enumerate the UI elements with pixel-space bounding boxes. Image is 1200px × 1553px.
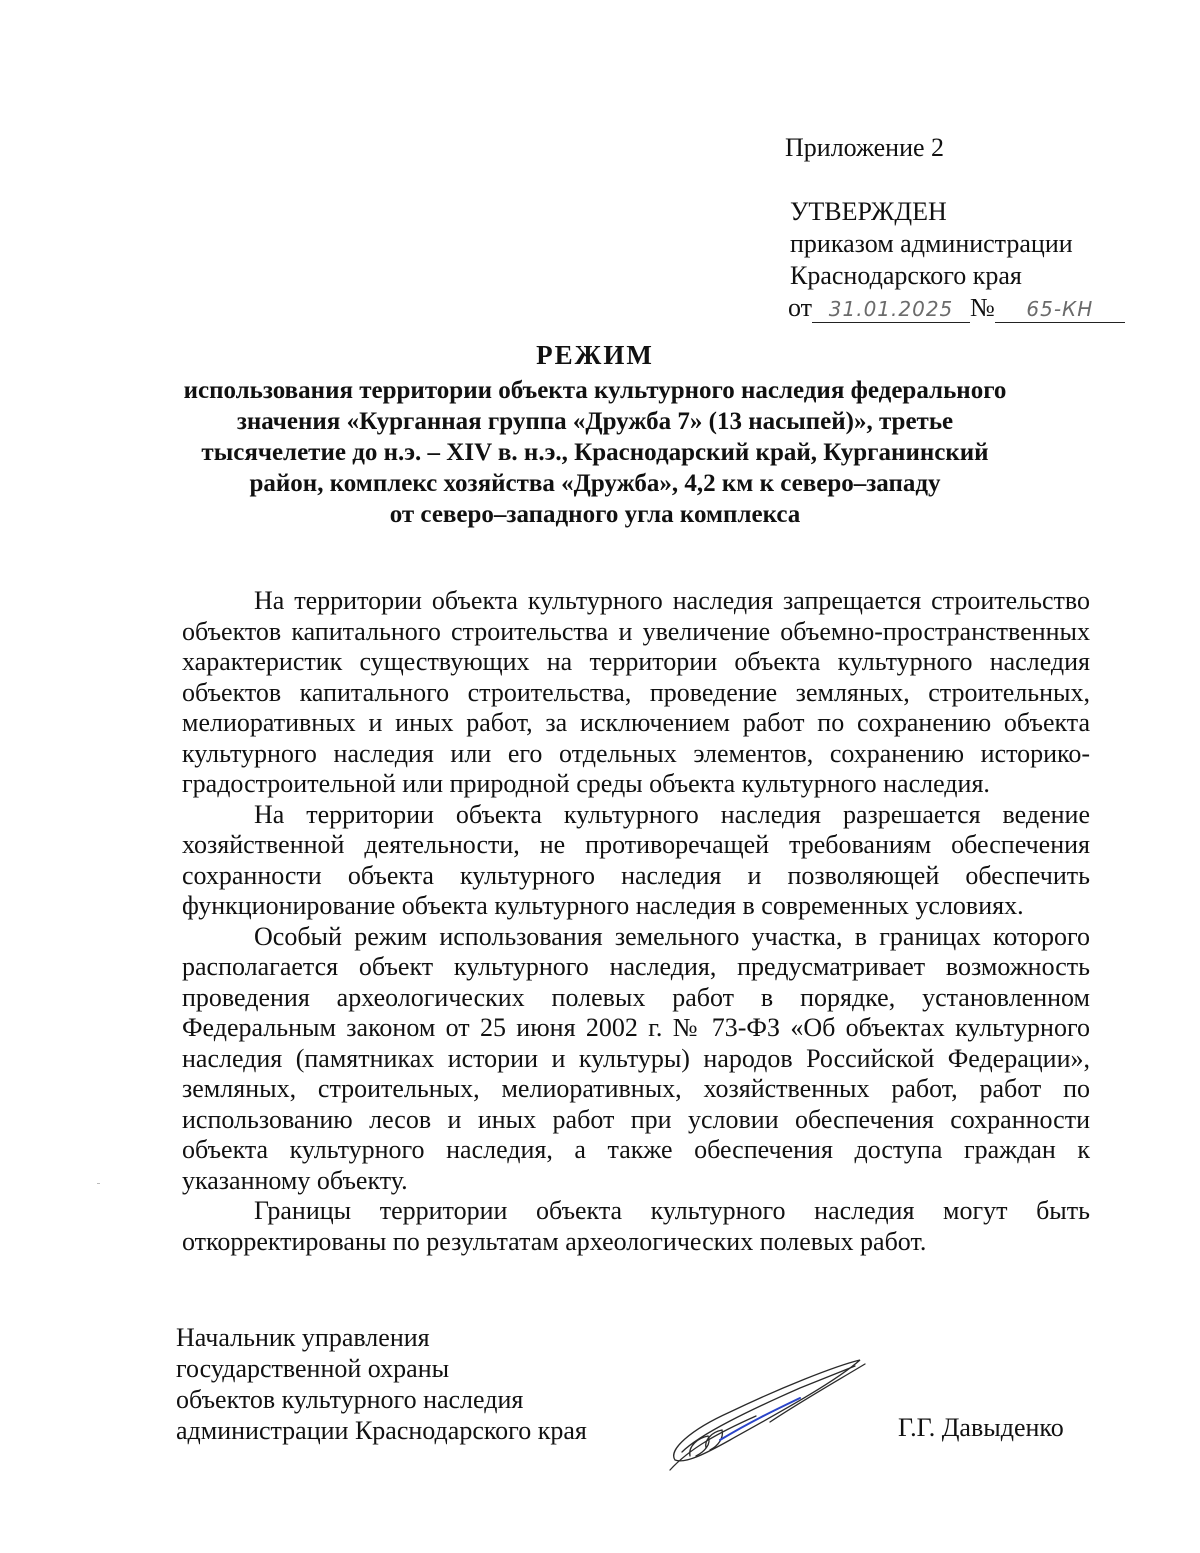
approval-line-1: приказом администрации (790, 229, 1073, 258)
position-line: Начальник управления (176, 1323, 430, 1352)
subtitle-line: от северо–западного угла комплекса (389, 501, 801, 528)
position-line: администрации Краснодарского края (176, 1416, 587, 1445)
document-subtitle (150, 375, 1040, 530)
handwritten-signature (660, 1352, 870, 1477)
subtitle-line: использования территории объекта культурного наследия федерального (183, 377, 1007, 404)
approval-line-2: Краснодарского края (790, 261, 1022, 290)
appendix-label: Приложение 2 (785, 133, 945, 162)
number-prefix: № (970, 293, 995, 322)
title-block (150, 340, 1040, 530)
document-title: РЕЖИМ (536, 340, 654, 370)
paragraph-boundaries: Границы территории объекта культурного наследия могут быть откорректированы по результатам археологических полевых работ. (182, 1196, 1090, 1256)
approval-date-line (788, 292, 1125, 324)
scan-speck (97, 1183, 100, 1184)
handwritten-number: 65-КН (995, 296, 1125, 323)
date-prefix: от (788, 293, 813, 322)
signatory-position (176, 1322, 587, 1446)
signatory-name: Г.Г. Давыденко (898, 1413, 1064, 1442)
approval-status: УТВЕРЖДЕН (790, 197, 947, 226)
handwritten-date: 31.01.2025 (812, 296, 970, 323)
subtitle-line: тысячелетие до н.э. – XIV в. н.э., Краснодарский край, Курганинский (201, 439, 989, 466)
document-body (182, 586, 1090, 1257)
paragraph-permitted-activity: На территории объекта культурного наследия разрешается ведение хозяйственной деятельности, не противоречащей требованиям обеспечения сохранности объекта культурного наследия и позволяющей обеспечить функционирование объекта культурного наследия в современных условиях. (182, 799, 1090, 920)
approval-block (790, 196, 1125, 324)
subtitle-line: район, комплекс хозяйства «Дружба», 4,2 км к северо–западу (249, 470, 941, 497)
position-line: государственной охраны (176, 1354, 450, 1383)
paragraph-prohibitions: На территории объекта культурного наследия запрещается строительство объектов капитального строительства и увеличение объемно-пространственных характеристик существующих на территории объекта культурного наследия объектов капитального строительства, проведение земляных, строительных, мелиоративных и иных работ, за исключением работ по сохранению объекта культурного наследия или его отдельных элементов, сохранению историко-градостроительной или природной среды объекта культурного наследия. (182, 586, 1090, 798)
subtitle-line: значения «Курганная группа «Дружба 7» (13 насыпей)», третье (236, 408, 954, 435)
paragraph-special-regime: Особый режим использования земельного участка, в границах которого располагается объект культурного наследия, предусматривает возможность проведения археологических полевых работ в порядке, установленном Федеральным законом от 25 июня 2002 г. № 73-ФЗ «Об объектах культурного наследия (памятниках истории и культуры) народов Российской Федерации», земляных, строительных, мелиоративных, хозяйственных работ, работ по использованию лесов и иных работ при условии обеспечения сохранности объекта культурного наследия, а также обеспечения доступа граждан к указанному объекту. (182, 921, 1090, 1195)
position-line: объектов культурного наследия (176, 1385, 524, 1414)
